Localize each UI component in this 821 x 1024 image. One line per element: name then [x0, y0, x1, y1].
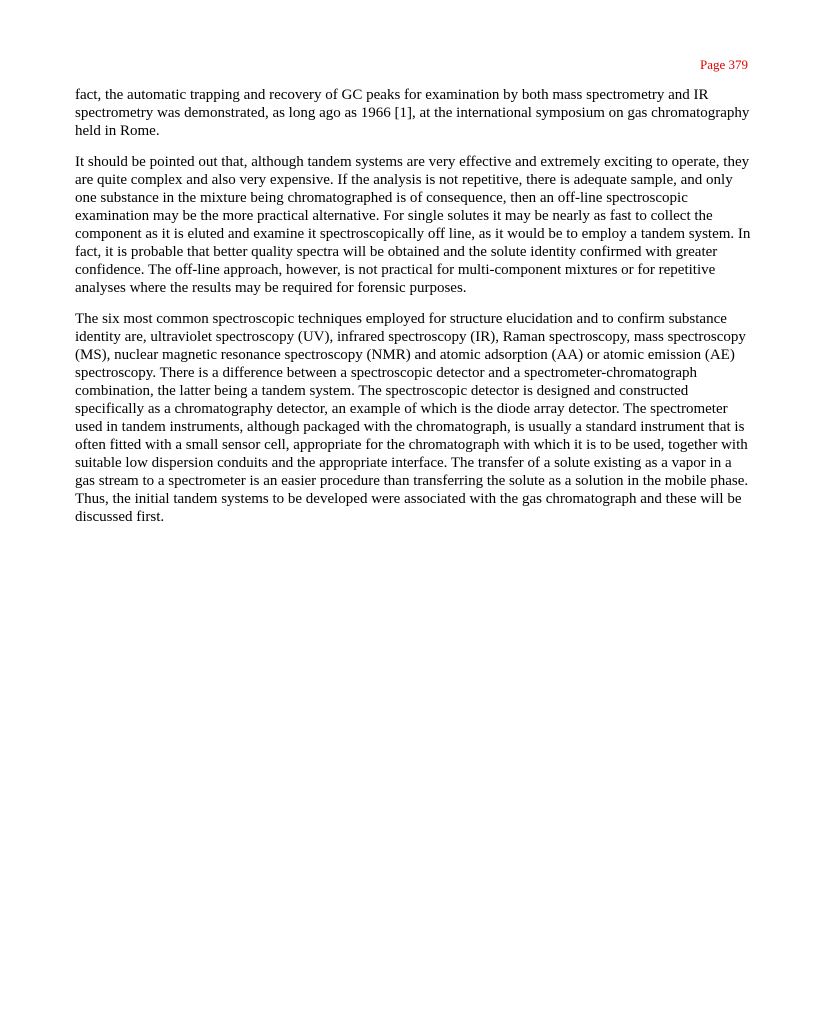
paragraph-1: fact, the automatic trapping and recovery of GC peaks for examination by both mass spectrometry and IR spectrometry was demonstrated, as long ago as 1966 [1], at the international symposium on gas chromatography held in Rome.	[75, 87, 750, 139]
paragraph-2: It should be pointed out that, although tandem systems are very effective and extremely exciting to operate, they are quite complex and also very expensive. If the analysis is not repetitive, there is adequate sample, and only one substance in the mixture being chromatographed is of consequence, then an off-line spectroscopic examination may be the more practical alternative. For single solutes it may be nearly as fast to collect the component as it is eluted and examine it spectroscopically off line, as it would be to employ a tandem system. In fact, it is probable that better quality spectra will be obtained and the solute identity confirmed with greater confidence. The off-line approach, however, is not practical for multi-component mixtures or for repetitive analyses where the results may be required for forensic purposes.	[75, 154, 751, 296]
paragraph-3: The six most common spectroscopic techniques employed for structure elucidation and to confirm substance identity are, ultraviolet spectroscopy (UV), infrared spectroscopy (IR), Raman spectroscopy, mass spectroscopy (MS), nuclear magnetic resonance spectroscopy (NMR) and atomic adsorption (AA) or atomic emission (AE) spectroscopy. There is a difference between a spectroscopic detector and a spectrometer-chromatograph combination, the latter being a tandem system. The spectroscopic detector is designed and constructed specifically as a chromatography detector, an example of which is the diode array detector. The spectrometer used in tandem instruments, although packaged with the chromatograph, is usually a standard instrument that is often fitted with a small sensor cell, appropriate for the chromatograph with which it is to be used, together with suitable low dispersion conduits and the appropriate interface. The transfer of a solute existing as a vapor in a gas stream to a spectrometer is an easier procedure than transferring the solute as a solution in the mobile phase. Thus, the initial tandem systems to be developed were associated with the gas chromatograph and these will be discussed first.	[75, 311, 749, 525]
document-body	[75, 86, 751, 539]
page-number: Page 379	[699, 57, 748, 72]
